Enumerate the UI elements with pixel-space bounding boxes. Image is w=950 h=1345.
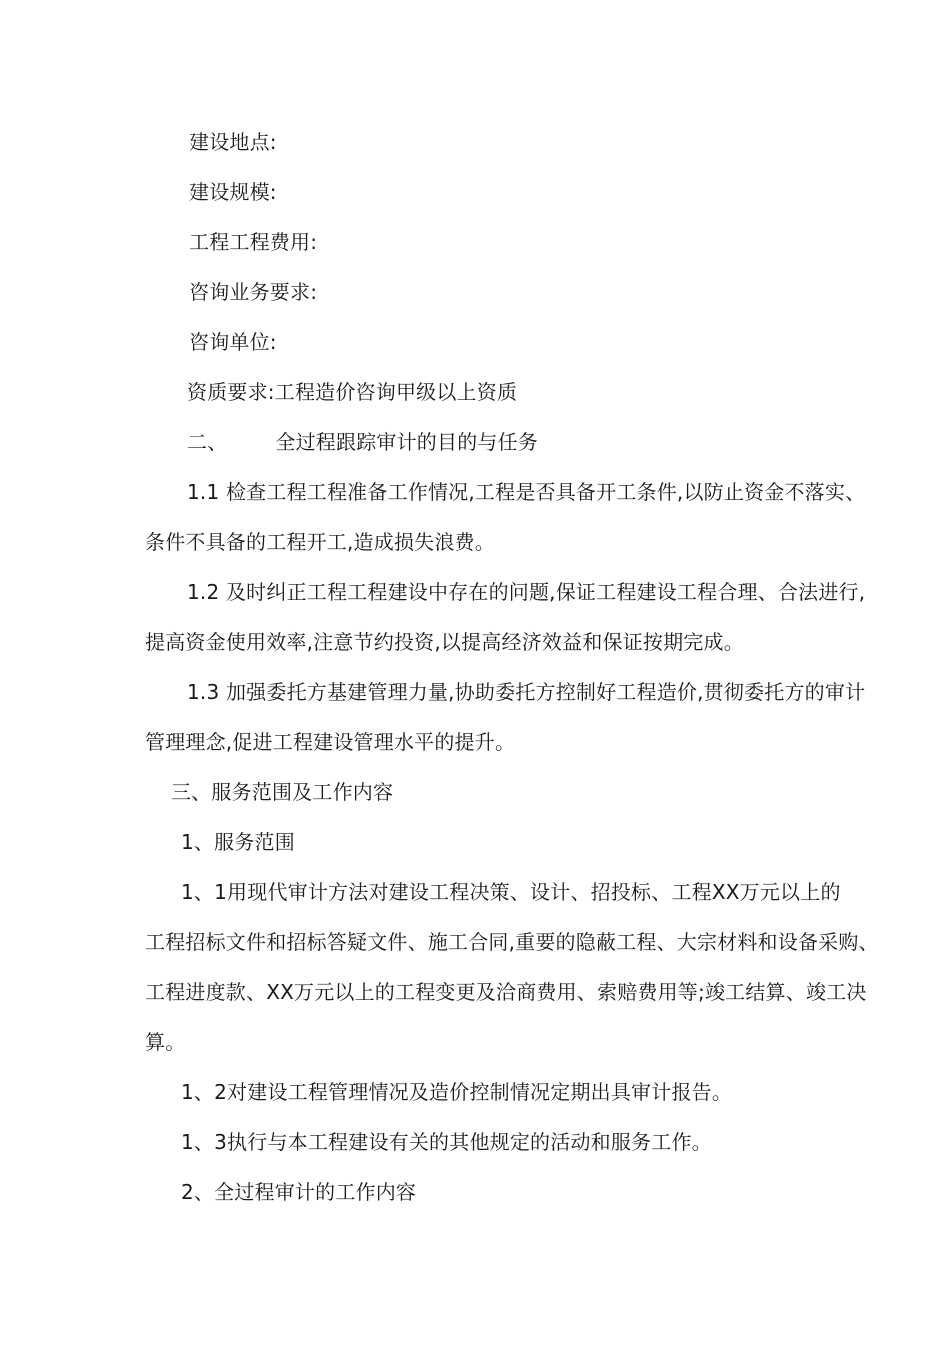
- work-content-heading: 2、全过程审计的工作内容: [181, 1180, 417, 1204]
- paragraph-1-1-line-1: 1.1 检查工程工程准备工作情况,工程是否具备开工条件,以防止资金不落实、: [187, 480, 866, 504]
- paragraph-1-3-line-1: 1.3 加强委托方基建管理力量,协助委托方控制好工程造价,贯彻委托方的审计: [187, 680, 866, 704]
- item-1-1-line-2: 工程招标文件和招标答疑文件、施工合同,重要的隐蔽工程、大宗材料和设备采购、: [145, 930, 879, 954]
- section-two-title: 全过程跟踪审计的目的与任务: [275, 430, 539, 454]
- section-three-heading: 三、服务范围及工作内容: [171, 780, 394, 804]
- item-1-3: 1、3执行与本工程建设有关的其他规定的活动和服务工作。: [181, 1130, 712, 1154]
- consulting-unit-field: 咨询单位:: [189, 330, 277, 354]
- section-two-heading: [187, 428, 538, 456]
- project-cost-field: 工程工程费用:: [189, 230, 318, 254]
- item-1-1-line-3: 工程进度款、XX万元以上的工程变更及洽商费用、索赔费用等;竣工结算、竣工决: [145, 980, 867, 1004]
- paragraph-1-2-line-1: 1.2 及时纠正工程工程建设中存在的问题,保证工程建设工程合理、合法进行,: [187, 580, 866, 604]
- paragraph-1-2-line-2: 提高资金使用效率,注意节约投资,以提高经济效益和保证按期完成。: [145, 630, 744, 654]
- service-scope-heading: 1、服务范围: [181, 830, 295, 854]
- item-1-1-line-1: 1、1用现代审计方法对建设工程决策、设计、招投标、工程XX万元以上的: [181, 880, 841, 904]
- qualification-requirement: 资质要求:工程造价咨询甲级以上资质: [187, 380, 518, 404]
- consulting-requirements-field: 咨询业务要求:: [189, 280, 318, 304]
- item-1-1-line-4: 算。: [145, 1030, 186, 1054]
- item-1-2: 1、2对建设工程管理情况及造价控制情况定期出具审计报告。: [181, 1080, 733, 1104]
- construction-location-field: 建设地点:: [189, 130, 277, 154]
- section-two-number: 二、: [187, 430, 228, 454]
- construction-scale-field: 建设规模:: [189, 180, 277, 204]
- paragraph-1-1-line-2: 条件不具备的工程开工,造成损失浪费。: [145, 530, 495, 554]
- paragraph-1-3-line-2: 管理理念,促进工程建设管理水平的提升。: [145, 730, 516, 754]
